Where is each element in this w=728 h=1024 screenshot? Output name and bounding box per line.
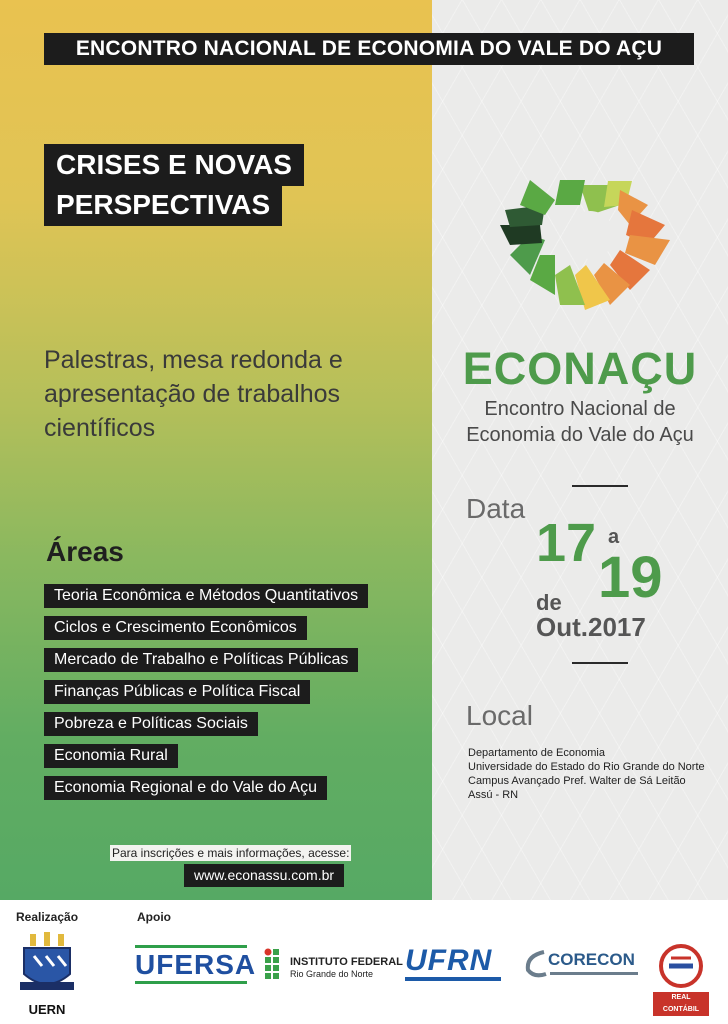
location-line: Departamento de Economia (468, 747, 605, 759)
areas-heading: Áreas (46, 536, 124, 567)
area-item: Teoria Econômica e Métodos Quantitativos (44, 584, 368, 608)
location-line: Campus Avançado Pref. Walter de Sá Leitão (468, 775, 686, 787)
econacu-logo-icon (495, 140, 685, 330)
uern-logo (16, 930, 78, 1018)
brand-name: ECONAÇU (462, 343, 698, 394)
logo-petals (500, 180, 670, 310)
realizacao-label: Realização (16, 910, 79, 924)
date-start-day: 17 (536, 513, 597, 573)
theme-line-2: PERSPECTIVAS (44, 184, 282, 226)
date-end-day: 19 (598, 545, 663, 610)
theme-line-1: CRISES E NOVAS (44, 144, 304, 186)
brand-subtitle-line-2: Economia do Vale do Açu (466, 424, 694, 446)
date-connector: a (608, 526, 620, 548)
if-grid-icon (264, 948, 286, 980)
uern-crest-icon (16, 930, 78, 1000)
description-line-2: apresentação de trabalhos (44, 380, 341, 408)
description-line-1: Palestras, mesa redonda e (44, 346, 343, 374)
corecon-name: CORECON (548, 950, 635, 969)
area-item: Finanças Públicas e Política Fiscal (44, 680, 310, 704)
corecon-underline (550, 972, 638, 975)
website-link[interactable]: www.econassu.com.br (184, 864, 344, 887)
area-item: Pobreza e Políticas Sociais (44, 712, 258, 736)
signup-text: Para inscrições e mais informações, acesse: (112, 846, 350, 860)
event-title-banner: ENCONTRO NACIONAL DE ECONOMIA DO VALE DO AÇU (44, 33, 694, 65)
apoio-label: Apoio (137, 910, 171, 924)
ufrn-logo (405, 945, 517, 985)
ufersa-bottom-bar (135, 981, 247, 984)
ufersa-name: UFERSA (135, 949, 257, 980)
uern-name: UERN (28, 1002, 66, 1017)
brand-subtitle-line-1: Encontro Nacional de (484, 398, 676, 420)
corecon-logo (524, 944, 644, 984)
date-month-year: Out.2017 (536, 612, 646, 642)
area-item: Economia Rural (44, 744, 178, 768)
real-contabil-name: REAL CONTÁBIL (653, 992, 709, 1016)
date-preposition: de (536, 590, 562, 615)
location-address (468, 746, 726, 802)
real-contabil-logo (653, 944, 709, 1013)
real-contabil-mark-icon (653, 944, 709, 988)
location-line: Universidade do Estado do Rio Grande do Norte (468, 761, 705, 773)
ufersa-top-bar (135, 945, 247, 948)
location-label: Local (466, 700, 533, 731)
location-line: Assú - RN (468, 789, 519, 801)
divider (572, 662, 628, 664)
corecon-globe-icon (524, 948, 548, 978)
if-logo (264, 946, 403, 986)
date-label: Data (466, 493, 526, 524)
area-item: Ciclos e Crescimento Econômicos (44, 616, 307, 640)
ufrn-name: UFRN (405, 944, 493, 977)
ufrn-underline (405, 977, 501, 981)
if-name: INSTITUTO FEDERAL (290, 956, 403, 968)
area-item: Economia Regional e do Vale do Açu (44, 776, 327, 800)
divider (572, 485, 628, 487)
ufersa-logo (135, 945, 257, 985)
area-item: Mercado de Trabalho e Políticas Públicas (44, 648, 358, 672)
if-subtitle: Rio Grande do Norte (290, 969, 374, 979)
event-description (44, 343, 414, 445)
description-line-3: científicos (44, 414, 156, 442)
